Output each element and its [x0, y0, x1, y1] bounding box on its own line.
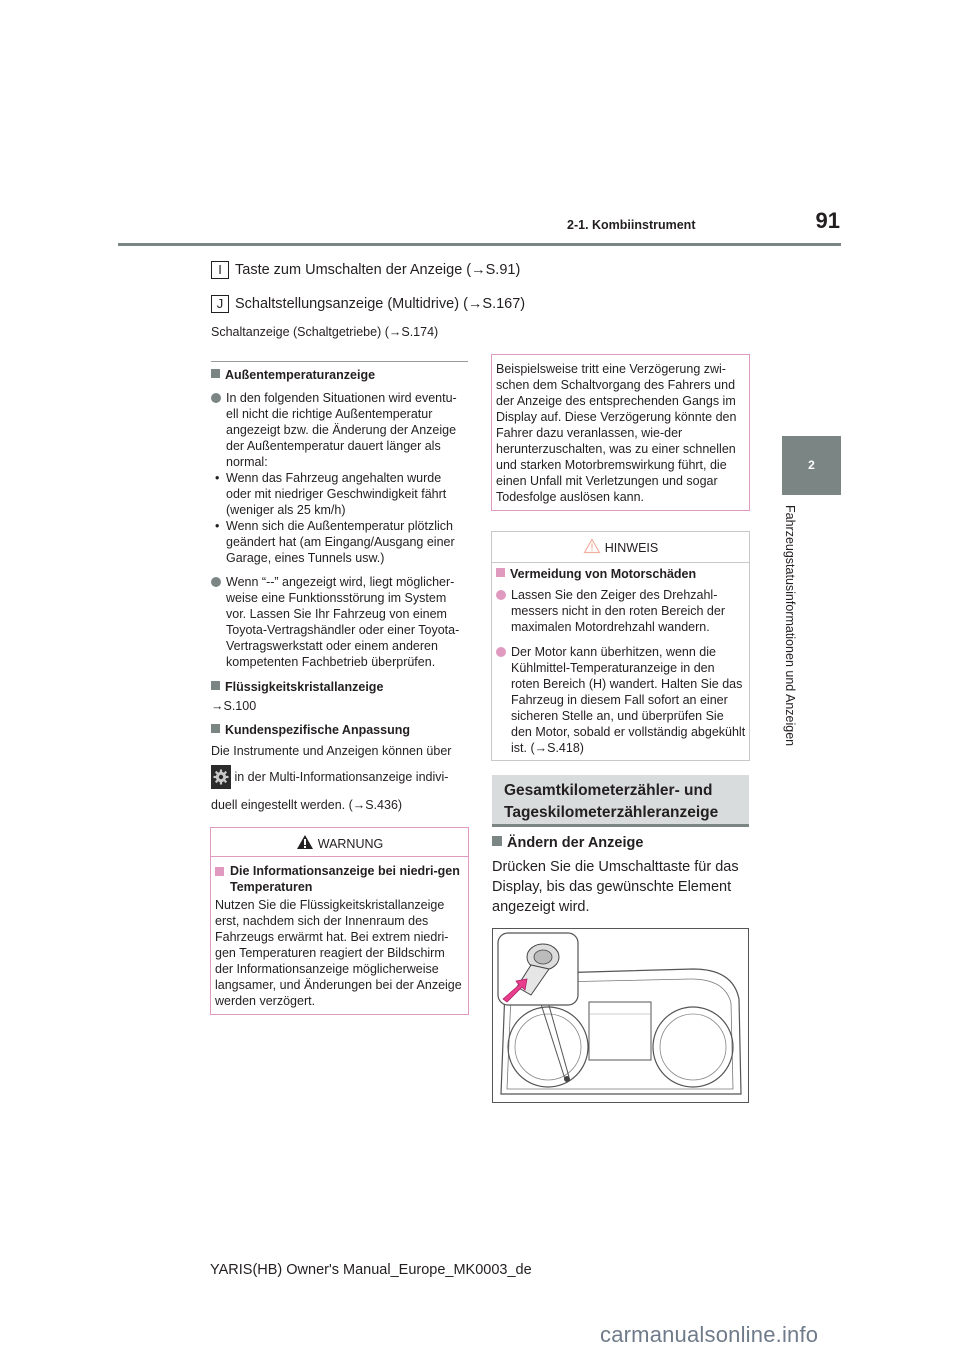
square-bullet-icon: [215, 867, 224, 876]
warning-title: WARNUNG: [317, 837, 384, 851]
custom-p1: Die Instrumente und Anzeigen können über: [211, 744, 452, 758]
warning-title-row: [211, 834, 468, 851]
outside-temp-para-1: [211, 390, 468, 470]
caution-triangle-icon: [583, 538, 601, 554]
square-bullet-icon: [211, 724, 220, 733]
note-para-2: [496, 644, 746, 756]
outside-temp-p2: Wenn “--” angezeigt wird, liegt möglicher-weise eine Funktionsstörung im System vor. Lassen Sie Ihr Fahrzeug von einem Toyota-Vertragshändler oder einer Toyota-Vertragswerkstatt oder einem anderen kompetenten Fachbetrieb überprüfen.: [226, 575, 460, 669]
watermark: carmanualsonline.info: [600, 1322, 819, 1347]
cluster-illustration: [493, 929, 748, 1102]
custom-p2-row: [211, 765, 468, 791]
warning-title-rule: [211, 856, 468, 857]
outside-temp-sub-2: [212, 518, 468, 566]
dot-bullet-icon: [211, 577, 221, 587]
custom-p2: in der Multi-Informationsanzeige indivi-: [231, 770, 449, 784]
caution-continuation-box: [491, 354, 750, 511]
item-j-key: J: [211, 295, 229, 313]
warning-triangle-icon: [296, 834, 314, 850]
square-bullet-icon: [211, 681, 220, 690]
outside-temp-para-2: [211, 574, 468, 670]
odometer-section-heading: [492, 775, 749, 827]
odometer-subheading-row: [492, 835, 643, 851]
outside-temp-heading-row: [211, 367, 468, 383]
note-title-rule: [492, 562, 749, 563]
outside-temp-heading: Außentemperaturanzeige: [225, 368, 376, 382]
outside-temp-sub1: Wenn das Fahrzeug angehalten wurde oder mit niedriger Geschwindigkeit fährt (weniger als 25 km/h): [226, 471, 447, 517]
odometer-text: Drücken Sie die Umschalttaste für das Display, bis das gewünschte Element angezeigt wird.: [492, 859, 739, 915]
note-heading-row: [496, 566, 746, 582]
odometer-heading-line1: Gesamtkilometerzähler- und: [504, 782, 713, 799]
caution-text: Beispielsweise tritt eine Verzögerung zwi-schen dem Schaltvorgang des Fahrers und der Anzeige des entsprechenden Gangs im Display auf. Diese Verzögerung könnte den Fahrer dazu veranlassen, wie-der herunterzuschalten, was zu einer schnellen und starken Motorbremswirkung führt, die einen Unfall mit Verletzungen und sogar Todesfolge auslösen kann.: [496, 362, 737, 504]
square-bullet-icon: [496, 568, 505, 577]
item-i-key: I: [211, 261, 229, 279]
outside-temp-p1: In den folgenden Situationen wird eventu-ell nicht die richtige Außentemperatur angezeigt bzw. die Änderung der Anzeige der Außentemperatur dauert länger als normal:: [226, 391, 457, 469]
note-p2: Der Motor kann überhitzen, wenn die Kühlmittel-Temperaturanzeige in den roten Bereich (H) wandert. Halten Sie das Fahrzeug in diesem Fall sofort an einer sicheren Stelle an, und überprüfen Sie den Motor, sobald er vollständig abgekühlt ist. (→S.418): [511, 645, 746, 755]
dot-bullet-icon: [211, 393, 221, 403]
chapter-title: Fahrzeugstatusinformationen und Anzeigen: [783, 505, 797, 747]
sub-bullet-icon: •: [215, 471, 220, 485]
note-p1: Lassen Sie den Zeiger des Drehzahl-messers nicht in den roten Bereich der maximalen Motordrehzahl wandern.: [511, 588, 725, 634]
item-j: [211, 295, 525, 313]
note-heading: Vermeidung von Motorschäden: [510, 567, 697, 581]
custom-p3: duell eingestellt werden. (→S.436): [211, 798, 403, 812]
header-rule: [118, 243, 841, 246]
warning-box: [210, 827, 469, 1015]
lcd-heading-row: [211, 679, 468, 695]
square-bullet-icon: [211, 369, 220, 378]
odometer-subheading: Ändern der Anzeige: [507, 835, 644, 851]
chapter-side-label: [771, 505, 807, 775]
note-para-1: [496, 587, 746, 635]
outside-temp-sub2: Wenn sich die Außentemperatur plötzlich geändert hat (am Eingang/Ausgang einer Garage, eines Tunnels usw.): [226, 519, 455, 565]
custom-heading-row: [211, 722, 468, 738]
page-number: 91: [815, 208, 840, 233]
note-title-row: [492, 538, 749, 555]
note-title: HINWEIS: [604, 541, 659, 555]
sub-bullet-icon: •: [215, 519, 220, 533]
warning-heading: Die Informationsanzeige bei niedri-gen Temperaturen: [230, 864, 460, 894]
warning-heading-row: [215, 863, 463, 895]
warning-text: Nutzen Sie die Flüssigkeitskristallanzeige erst, nachdem sich der Innenraum des Fahrzeugs erwärmt hat. Bei extrem niedri-gen Temperaturen reagiert der Bildschirm der Informationsanzeige möglicherweise langsamer, und Änderungen bei der Anzeige werden verzögert.: [215, 898, 462, 1008]
footer-text: YARIS(HB) Owner's Manual_Europe_MK0003_de: [210, 1262, 532, 1278]
item-i-text: Taste zum Umschalten der Anzeige (→S.91): [235, 261, 521, 278]
left-divider: [211, 361, 468, 362]
chapter-tab: 2: [782, 436, 841, 495]
lcd-heading: Flüssigkeitskristallanzeige: [225, 680, 384, 694]
item-j-text: Schaltstellungsanzeige (Multidrive) (→S.167): [235, 295, 526, 312]
lcd-ref: →S.100: [211, 699, 257, 713]
item-i: [211, 261, 520, 279]
section-title: 2-1. Kombiinstrument: [567, 218, 696, 232]
custom-heading: Kundenspezifische Anpassung: [225, 723, 410, 737]
outside-temp-sub-1: [212, 470, 468, 518]
settings-gear-icon: [211, 765, 231, 789]
square-bullet-icon: [492, 836, 502, 846]
note-box: [491, 531, 750, 761]
dot-bullet-icon: [496, 647, 506, 657]
odometer-heading-line2: Tageskilometerzähleranzeige: [504, 804, 719, 821]
dot-bullet-icon: [496, 590, 506, 600]
instrument-cluster-figure: [492, 928, 749, 1103]
item-j-sub: Schaltanzeige (Schaltgetriebe) (→S.174): [211, 325, 439, 339]
